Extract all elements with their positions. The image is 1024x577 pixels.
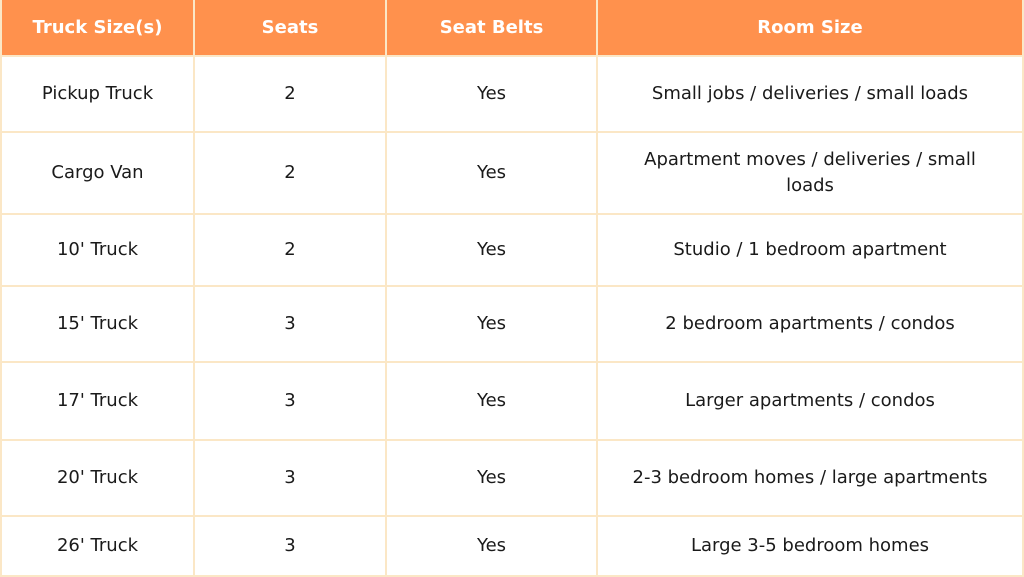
- header-seats: Seats: [195, 0, 387, 57]
- table-row-room: Apartment moves / deliveries / small loads: [598, 133, 1024, 215]
- table-row-room: Large 3-5 bedroom homes: [598, 517, 1024, 577]
- table-row-truck: 17' Truck: [0, 363, 195, 441]
- header-seat-belts: Seat Belts: [387, 0, 598, 57]
- header-truck-size: Truck Size(s): [0, 0, 195, 57]
- table-row-belts: Yes: [387, 57, 598, 133]
- table-row-room: Larger apartments / condos: [598, 363, 1024, 441]
- table-row-truck: 20' Truck: [0, 441, 195, 517]
- table-row-seats: 3: [195, 363, 387, 441]
- table-row-room: Small jobs / deliveries / small loads: [598, 57, 1024, 133]
- table-row-truck: Pickup Truck: [0, 57, 195, 133]
- table-row-room: 2-3 bedroom homes / large apartments: [598, 441, 1024, 517]
- table-row-seats: 3: [195, 517, 387, 577]
- table-row-belts: Yes: [387, 215, 598, 287]
- table-row-truck: 15' Truck: [0, 287, 195, 363]
- table-row-room: 2 bedroom apartments / condos: [598, 287, 1024, 363]
- table-row-truck: 10' Truck: [0, 215, 195, 287]
- table-row-belts: Yes: [387, 441, 598, 517]
- table-row-truck: 26' Truck: [0, 517, 195, 577]
- table-row-room: Studio / 1 bedroom apartment: [598, 215, 1024, 287]
- table-row-belts: Yes: [387, 363, 598, 441]
- table-row-seats: 2: [195, 57, 387, 133]
- table-row-belts: Yes: [387, 133, 598, 215]
- header-room-size: Room Size: [598, 0, 1024, 57]
- table-row-truck: Cargo Van: [0, 133, 195, 215]
- table-row-seats: 3: [195, 287, 387, 363]
- table-row-belts: Yes: [387, 517, 598, 577]
- table-row-belts: Yes: [387, 287, 598, 363]
- table-row-seats: 3: [195, 441, 387, 517]
- table-row-seats: 2: [195, 133, 387, 215]
- table-row-seats: 2: [195, 215, 387, 287]
